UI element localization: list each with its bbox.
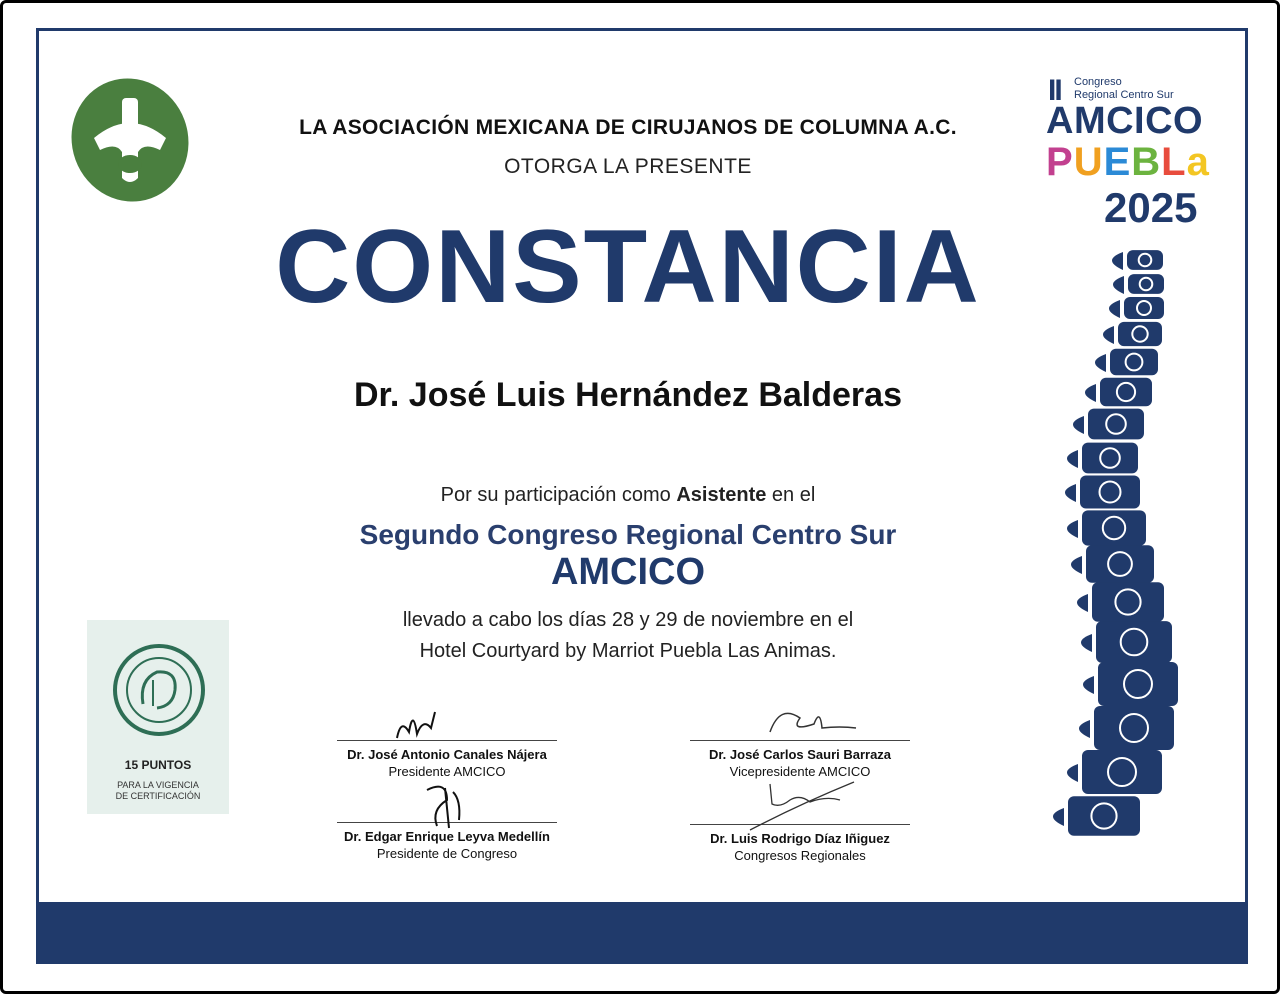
signature-block-3 [317,822,577,861]
signer-role: Presidente AMCICO [388,764,506,779]
vertebra-segment [1083,662,1178,706]
city-letter: a [1186,140,1210,184]
event-city [1046,140,1210,185]
signature-scribble-icon [417,780,477,830]
event-subtitle [1074,76,1174,102]
event-logo [1046,72,1221,232]
vertebra-segment [1077,582,1164,622]
signer-role: Presidente de Congreso [376,846,518,861]
signature-line [337,740,557,741]
signer-role: Congresos Regionales [734,848,866,863]
vertebra-segment [1112,250,1163,270]
signer-name: Dr. José Carlos Sauri Barraza [708,747,892,762]
consejo-badge [87,620,229,814]
city-letter: B [1131,140,1162,184]
event-line-1: Congreso [1074,76,1122,88]
details-line-1: llevado a cabo los días 28 y 29 de noviembre en el [402,609,854,631]
vertebra-segment [1103,322,1162,346]
signature-scribble-icon [730,774,860,834]
points-label: 15 PUNTOS [124,758,192,772]
spine-talavera-icon [1050,246,1200,876]
vertebra-segment [1079,706,1174,750]
footer-bar [36,902,1248,964]
city-letter: P [1046,140,1074,184]
vertebra-segment [1065,476,1140,509]
consejo-seal-icon [87,620,229,750]
event-line-2: Regional Centro Sur [1074,89,1174,101]
signer-name: Dr. Luis Rodrigo Díaz Iñiguez [710,831,890,846]
vertebra-segment [1073,409,1144,440]
vertebra-segment [1067,750,1162,794]
city-letter: E [1103,140,1132,184]
congress-name: Segundo Congreso Regional Centro Sur [359,519,897,550]
vertebra-segment [1113,274,1164,294]
grants-text: OTORGA LA PRESENTE [504,155,752,178]
participation-prefix: Por su participación como [440,484,677,506]
vertebra-segment [1095,349,1158,375]
city-letter: U [1073,140,1104,184]
vertebra-segment [1053,796,1140,836]
certificate-title: CONSTANCIA [275,209,981,325]
signer-name: Dr. Edgar Enrique Leyva Medellín [344,829,550,844]
signature-scribble-icon [387,698,447,748]
event-org: AMCICO [1046,100,1204,142]
signature-block-1 [317,740,577,779]
vertebra-segment [1081,621,1172,663]
participation-role: Asistente [676,484,767,506]
edition-numeral: II [1048,74,1061,107]
spine-illustration [1050,246,1200,876]
event-year: 2025 [1104,184,1198,231]
signature-block-4 [670,824,930,863]
vertebra-segment [1071,545,1154,582]
city-letters [1046,140,1210,184]
purpose-line-1: PARA LA VIGENCIA [117,780,199,790]
purpose-line-2: DE CERTIFICACIÓN [115,791,201,801]
city-letter: L [1161,140,1187,184]
vertebra-segment [1109,297,1164,319]
congress-org: AMCICO [550,551,706,593]
vertebra-segment [1067,443,1138,474]
participation-suffix: en el [766,484,816,506]
signer-name: Dr. José Antonio Canales Nájera [347,747,547,762]
points-purpose [87,780,229,802]
vertebra-segment [1085,378,1152,407]
recipient-name: Dr. José Luis Hernández Balderas [354,376,902,414]
organization-name: LA ASOCIACIÓN MEXICANA DE CIRUJANOS DE COLUMNA A.C. [299,116,957,139]
vertebra-segment [1067,510,1146,545]
signer-role: Vicepresidente AMCICO [729,764,871,779]
details-line-2: Hotel Courtyard by Marriot Puebla Las Animas. [419,640,837,662]
signature-scribble-icon [760,698,860,748]
